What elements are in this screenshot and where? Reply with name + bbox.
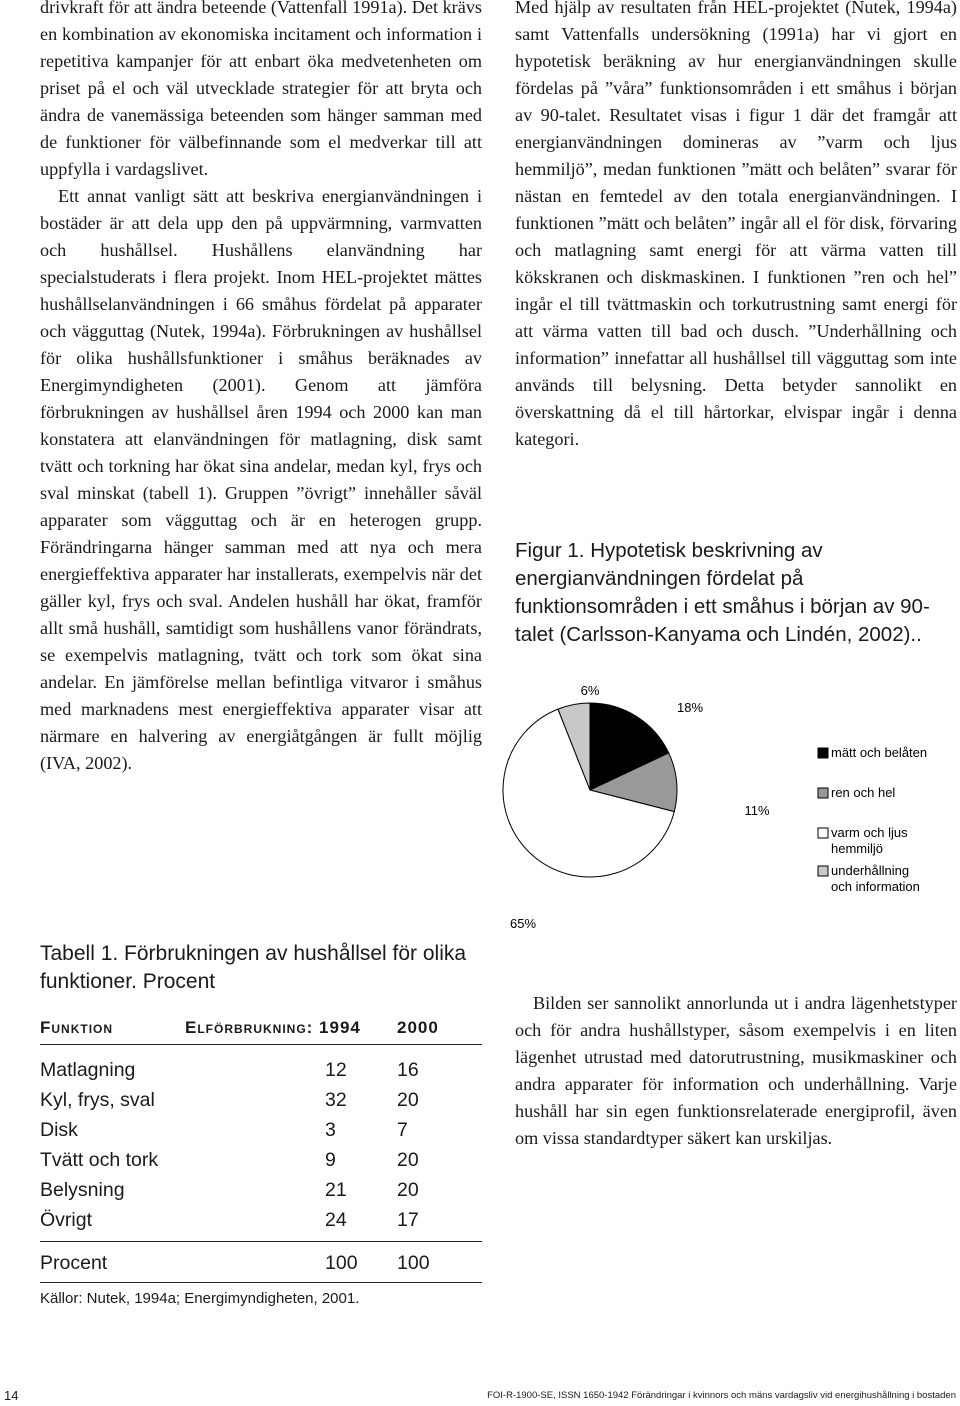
table-body [40,1045,482,1242]
table-row [40,1115,482,1145]
paragraph: Bilden ser sannolikt annorlunda ut i andra lägenhetstyper och för andra hushållstyper, såsom exempelvis i en liten lägenhet utrustad med datorutrustning, musikmaskiner och andra apparater för information och underhållning. Varje hushåll har sin egen funktionsrelaterade energiprofil, även om vissa standardtyper säkert kan urskiljas. [515,993,957,1148]
slice-label: 65% [509,916,537,930]
table-row [40,1085,482,1115]
header-2000: 2000 [397,1018,439,1037]
cell-funktion: Kyl, frys, sval [40,1088,155,1111]
cell-2000: 17 [397,1208,419,1231]
cell-1994: 3 [325,1118,336,1141]
cell-funktion: Belysning [40,1178,125,1201]
pie-chart [495,670,955,930]
legend-label: varm och ljus hemmiljö [831,825,908,856]
legend-label: mätt och belåten [831,745,928,760]
table-header [40,1018,482,1045]
right-column [515,0,957,453]
cell-2000: 16 [397,1058,419,1081]
paragraph: Med hjälp av resultaten från HEL-projektet (Nutek, 1994a) samt Vattenfalls undersökning (1991a) har vi gjort en hypotetisk beräkning av hur energianvändningen skulle fördelas på ”våra” funktionsområden i ett småhus i början av 90-talet. Resultatet visas i figur 1 där det framgår att energianvändningen domineras av ”varm och ljus hemmiljö”, medan funktionen ”mätt och belåten” svarar för nästan en femtedel av den totala energianvändningen. I funktionen ”mätt och belåten” ingår all el för disk, förvaring och matlagning samt energi för att värma vatten till kökskranen och diskmaskinen. I funktionen ”ren och hel” ingår el till tvättmaskin och torkutrustning samt energi för att värma vatten till bad och dusch. ”Underhållning och information” innefattar all hushållsel till vägguttag som inte används till belysning. Detta betyder sannolikt en överskattning då el till hårtorkar, elvispar ingår i denna kategori. [515,0,957,449]
total-2000: 100 [397,1251,430,1274]
slice-label: 11% [744,803,770,818]
total-1994: 100 [325,1251,358,1274]
cell-1994: 9 [325,1148,336,1171]
left-column [40,0,482,777]
cell-1994: 21 [325,1178,347,1201]
cell-funktion: Tvätt och tork [40,1148,159,1171]
paragraph: Ett annat vanligt sätt att beskriva energianvändningen i bostäder är att dela upp den på uppvärmning, varmvatten och hushållsel. Hushållens elanvändning har specialstuderats i flera projekt. Inom HEL-projektet mättes hushållselanvändningen i 66 småhus fördelat på apparater och vägguttag (Nutek, 1994a). Förbrukningen av hushållsel för olika hushållsfunktioner i småhus beräknades av Energimyndigheten (2001). Genom att jämföra förbrukningen av hushållsel åren 1994 och 2000 kan man konstatera att elanvändningen för matlagning, disk samt tvätt och torkning har ökat sina andelar, medan kyl, frys och sval minskat (tabell 1). Gruppen ”övrigt” innehåller såväl apparater som vägguttag och är en heterogen grupp. Förändringarna hänger samman med att nya och mera energieffektiva apparater har installerats, exempelvis när det gäller kyl, frys och sval. Andelen hushåll har ökat, framför allt små hushåll, samtidigt som hushållens vanor förändrats, se exempelvis matlagning, tvätt och tork som ökat sina andelar. En jämförelse mellan befintliga vitvaror i småhus med marknadens mest energieffektiva apparater visar att närmare en halvering av energiåtgången är fullt möjlig (IVA, 2002). [40,186,482,773]
cell-1994: 32 [325,1088,347,1111]
page-number: 14 [4,1388,19,1403]
slice-label: 6% [580,683,600,698]
legend-label: ren och hel [831,785,896,800]
bottom-right-text [515,990,957,1152]
table-row [40,1145,482,1175]
figure-caption: Figur 1. Hypotetisk beskrivning av energianvändningen fördelat på funktionsområden i ett småhus i början av 90-talet (Carlsson-Kanyama och Lindén, 2002).. [515,539,930,646]
slice-label: 18% [676,700,704,715]
header-1994: Elförbrukning: 1994 [185,1018,361,1037]
cell-2000: 7 [397,1118,408,1141]
table-row [40,1055,482,1085]
table-row [40,1175,482,1205]
table-total-row [40,1242,482,1283]
data-table [40,1018,482,1283]
table-title: Tabell 1. Förbrukningen av hushållsel för olika funktioner. Procent [40,942,467,993]
cell-funktion: Disk [40,1118,78,1141]
total-label: Procent [40,1251,108,1274]
legend-swatch [818,748,828,758]
cell-funktion: Matlagning [40,1058,136,1081]
table-row [40,1205,482,1235]
cell-1994: 12 [325,1058,347,1081]
cell-funktion: Övrigt [40,1208,93,1231]
cell-2000: 20 [397,1088,419,1111]
cell-2000: 20 [397,1178,419,1201]
legend-swatch [818,866,828,876]
paragraph: drivkraft för att ändra beteende (Vattenfall 1991a). Det krävs en kombination av ekonomiska incitament och information i repetitiva kampanjer för att enbart öka medvetenheten om priset på el och väl utvecklade strategier för att bryta och ändra de vanemässiga beteenden som hänger samman med de funktioner för välbefinnande som el medverkar till att uppfylla i vardagslivet. [40,0,482,179]
table-sources: Källor: Nutek, 1994a; Energimyndigheten, 2001. [40,1290,360,1307]
page-footer: FOI-R-1900-SE, ISSN 1650-1942 Förändringar i kvinnors och mäns vardagsliv vid energihushållning i bostaden [487,1390,956,1401]
cell-1994: 24 [325,1208,347,1231]
cell-2000: 20 [397,1148,419,1171]
legend-swatch [818,788,828,798]
legend-swatch [818,828,828,838]
header-funktion: Funktion [40,1018,114,1037]
legend-label: underhållning och information [831,863,920,894]
